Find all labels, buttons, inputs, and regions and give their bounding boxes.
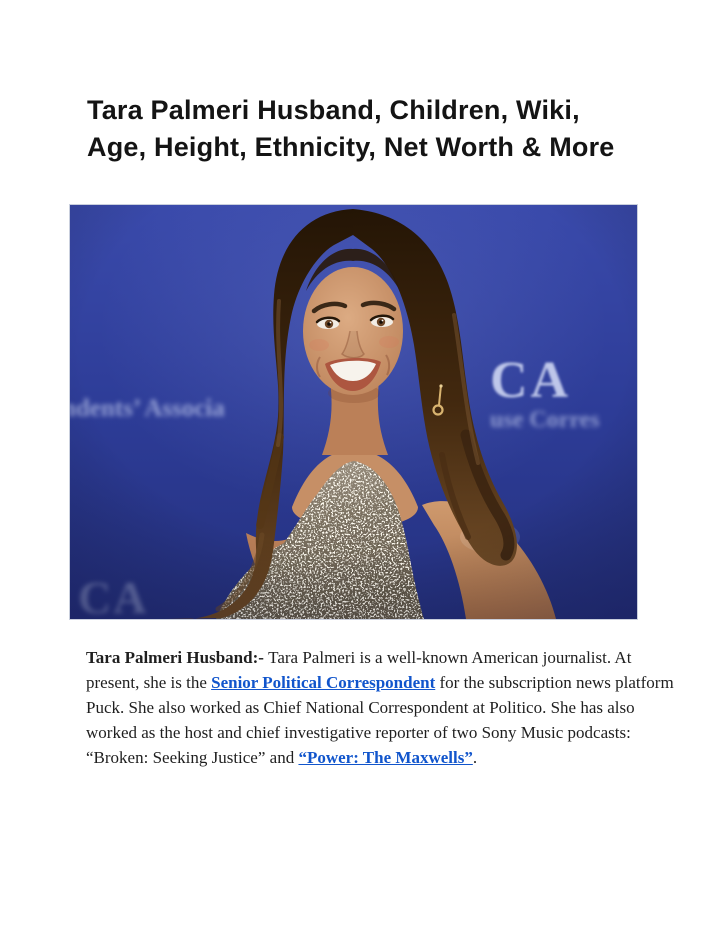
paragraph-text: .	[472, 748, 478, 767]
paragraph-lead-bold: Tara Palmeri Husband:-	[86, 648, 269, 667]
backdrop-vignette	[70, 205, 637, 619]
page-title-line-1: Tara Palmeri Husband, Children, Wiki,	[87, 95, 580, 125]
paragraph-text: for the subscription news platform Puck. She also worked as Chief National Correspondent at Politico. She has also worked as the host and chief investigative reporter of two Sony Music podcasts: “Broken: Seeking Justice” and	[86, 673, 674, 767]
article-photo	[70, 205, 637, 619]
article-paragraph	[86, 645, 676, 770]
inline-link[interactable]: Senior Political Correspondent	[211, 673, 436, 692]
page-title	[87, 92, 677, 166]
page-title-line-2: Age, Height, Ethnicity, Net Worth & More	[87, 132, 615, 162]
inline-link[interactable]: “Power: The Maxwells”	[298, 748, 473, 767]
photo-illustration	[70, 205, 637, 619]
paragraph-text: Tara Palmeri is a well-known American journalist. At present, she is the	[86, 648, 632, 692]
